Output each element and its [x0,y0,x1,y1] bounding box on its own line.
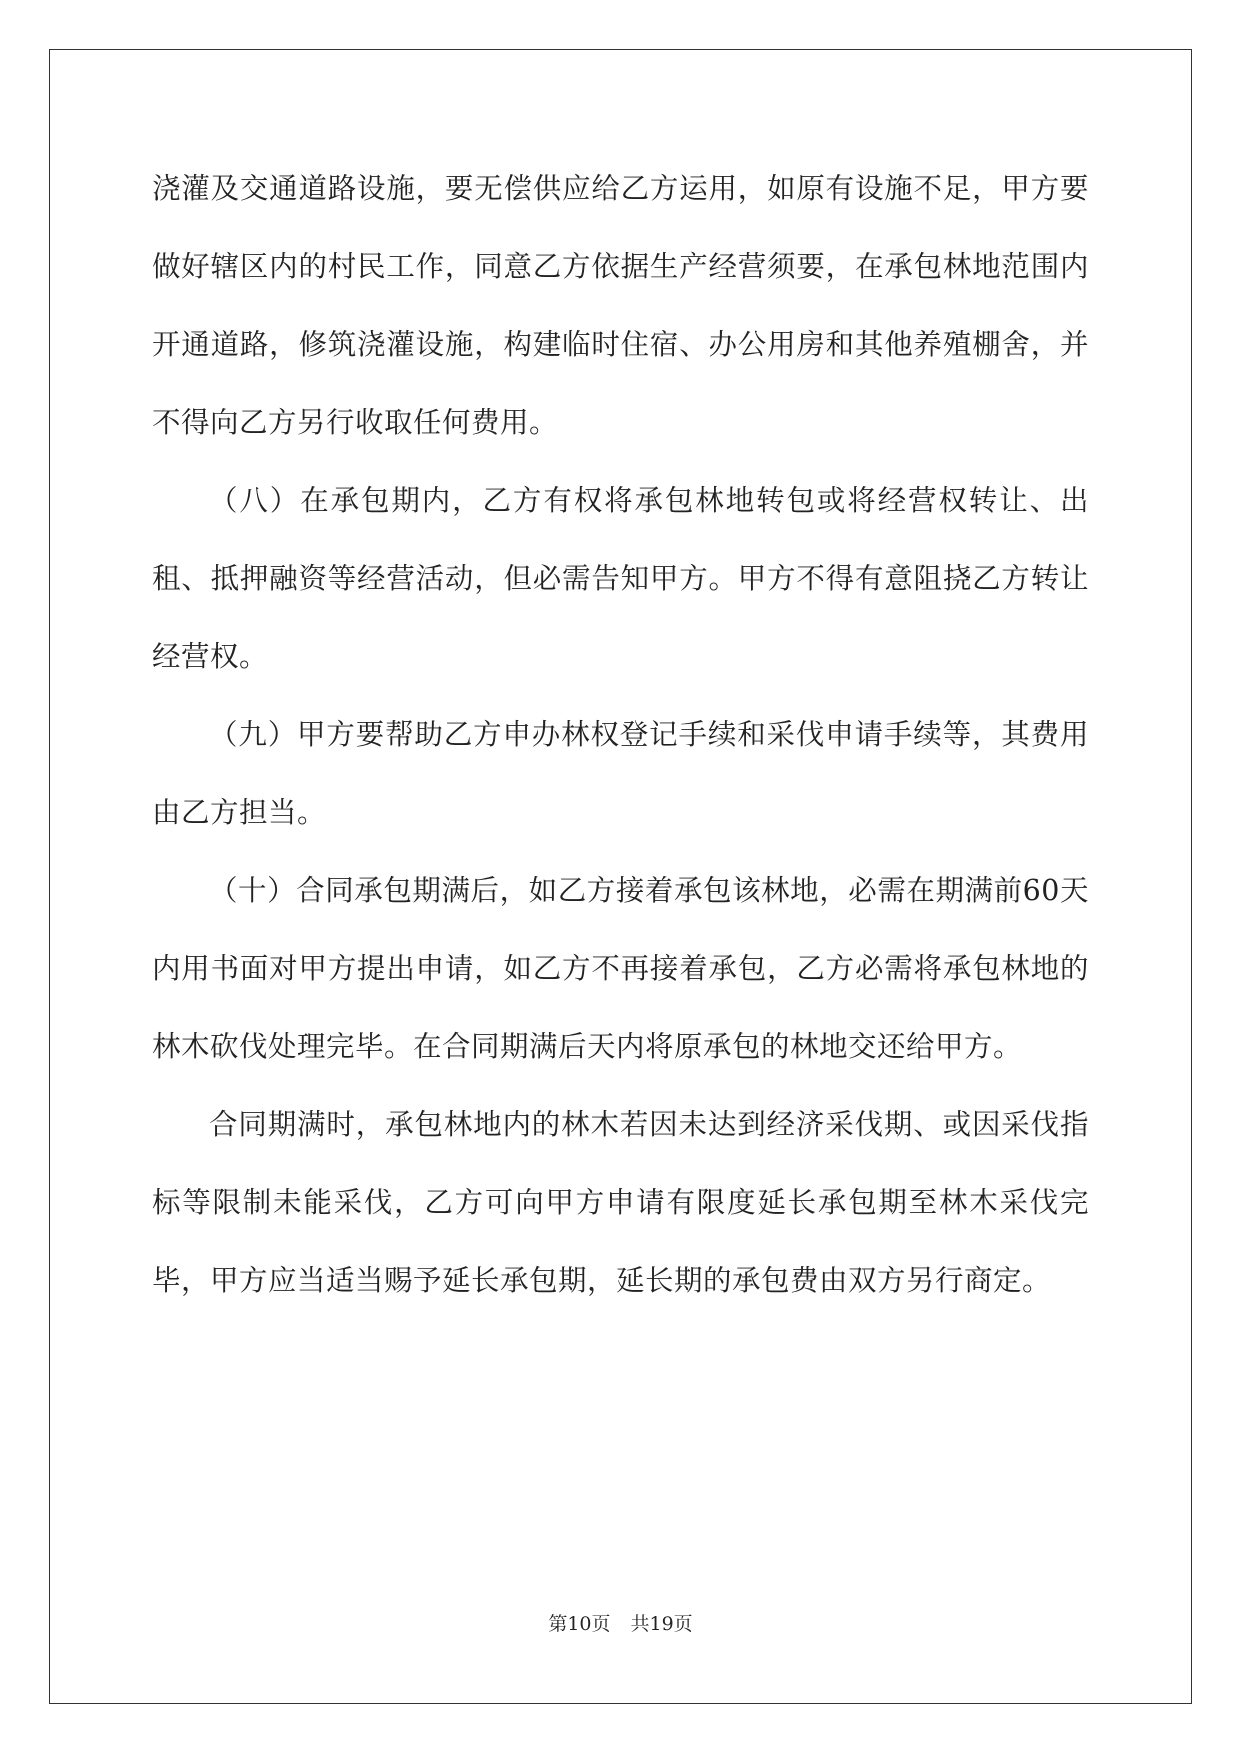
paragraph: 浇灌及交通道路设施，要无偿供应给乙方运用，如原有设施不足，甲方要做好辖区内的村民工作，同意乙方依据生产经营须要，在承包林地范围内开通道路，修筑浇灌设施，构建临时住宿、办公用房和其他养殖棚舍，并不得向乙方另行收取任何费用。 [152,172,1089,439]
page-total: 共19页 [630,1613,693,1635]
paragraph: （九）甲方要帮助乙方申办林权登记手续和采伐申请手续等，其费用由乙方担当。 [152,718,1089,829]
page-number: 第10页 [548,1613,611,1635]
paragraph: （八）在承包期内，乙方有权将承包林地转包或将经营权转让、出租、抵押融资等经营活动，但必需告知甲方。甲方不得有意阻挠乙方转让经营权。 [152,484,1089,673]
document-body [152,150,1089,1320]
paragraph: （十）合同承包期满后，如乙方接着承包该林地，必需在期满前60天内用书面对甲方提出申请，如乙方不再接着承包，乙方必需将承包林地的林木砍伐处理完毕。在合同期满后天内将原承包的林地交还给甲方。 [152,874,1089,1063]
paragraph: 合同期满时，承包林地内的林木若因未达到经济采伐期、或因采伐指标等限制未能采伐，乙方可向甲方申请有限度延长承包期至林木采伐完毕，甲方应当适当赐予延长承包期，延长期的承包费由双方另行商定。 [152,1108,1089,1297]
page-footer [0,1612,1241,1636]
